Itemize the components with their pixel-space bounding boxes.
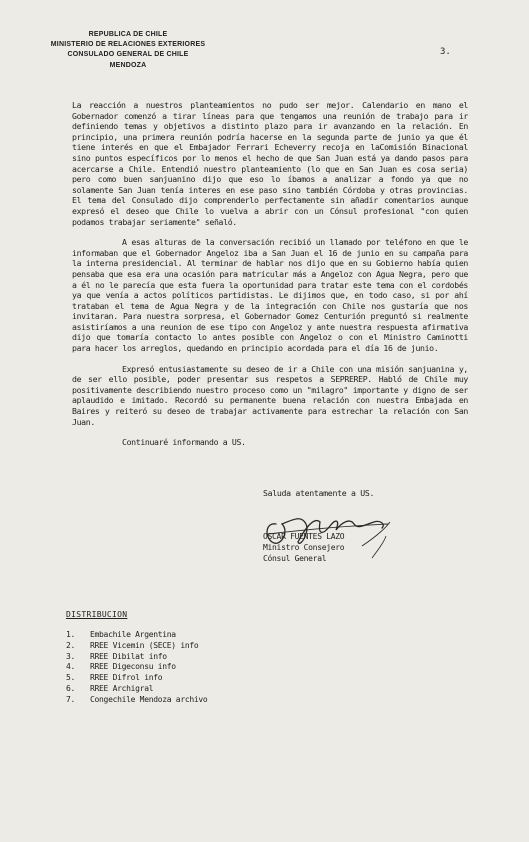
list-item — [66, 684, 207, 695]
letterhead-country: REPUBLICA DE CHILE — [88, 31, 168, 38]
list-item-number: 7. — [66, 694, 76, 704]
signatory-name: OSCAR FUENTES LAZO — [263, 532, 345, 541]
list-item — [66, 630, 207, 641]
list-item — [66, 695, 207, 706]
paragraph-reaction: La reacción a nuestros planteamientos no pudo ser mejor. Calendario en mano el Gobernador comenzó a tirar líneas para que tengamos una reunión de trabajo para ir definiendo temas y objetivos a distinto plazo para ir avanzando en la relación. En principio, una primera reunión podría hacerse en la segunda parte de junio ya que él tiene interés en que el Embajador Ferrari Echeverry recoja en laComisión Binacional sino puntos específicos por lo menos el hecho de que San Juan está ya dando pasos para acercarse a Chile. Entendió nuestro planteamiento (lo que en San Juan es cosa seria) pero como buen sanjuanino dijo que eso lo íbamos a analizar a fondo ya que no solamente San Juan tenía interes en ese paso sino también Córdoba y otras provincias. El tema del Consulado dijo comprenderlo perfectamente sin añadir comentarios aunque expresó el deseo que Chile lo vuelva a abrir con un Cónsul profesional "con quien podamos trabajar seriamente" señaló. — [72, 100, 468, 227]
letterhead-city: MENDOZA — [109, 61, 147, 69]
list-item-number: 2. — [66, 640, 76, 650]
signatory-subtitle: Cónsul General — [263, 553, 327, 563]
list-item-number: 3. — [66, 651, 76, 661]
distribution-list — [66, 630, 207, 706]
signatory-title: Ministro Consejero — [263, 542, 345, 552]
list-item-text: RREE Difrol info — [90, 673, 163, 683]
letter-body — [72, 100, 468, 458]
distribution-title: DISTRIBUCION — [66, 610, 128, 619]
letterhead-consulate: CONSULADO GENERAL DE CHILE — [67, 51, 189, 59]
list-item-number: 6. — [66, 683, 76, 693]
list-item — [66, 673, 207, 684]
letterhead-ministry: MINISTERIO DE RELACIONES EXTERIORES — [50, 41, 206, 49]
paragraph-continue: Continuaré informando a US. — [122, 437, 246, 448]
list-item-number: 5. — [66, 673, 76, 683]
list-item-text: RREE Dibilat info — [90, 651, 167, 661]
closing-salutation: Saluda atentamente a US. — [263, 488, 375, 498]
list-item-text: Embachile Argentina — [90, 630, 176, 639]
list-item — [66, 641, 207, 652]
paragraph-mission: Expresó entusiastamente su deseo de ir a Chile con una misión sanjuanina y, de ser ello posible, poder presentar sus respetos a SEPREREP. Habló de Chile muy positivamente describiendo nuestro proceso como un "milagro" importante y digno de ser aplaudido e imitado. Recordó su permanente buena relación con nuestra Embajada en Baires y reiteró su deseo de trabajar activamente para estrechar la relación con San Juan. — [72, 363, 468, 427]
list-item-text: RREE Archigral — [90, 683, 154, 693]
list-item — [66, 662, 207, 673]
paragraph-phone-call: A esas alturas de la conversación recibió un llamado por teléfono en que le informaban que el Gobernador Angeloz iba a San Juan el 16 de junio en su campaña para la interna presidencial. Al terminar de hablar nos dijo que en su Gobierno había quien pensaba que esa era una ocasión para matricular más a Angeloz con Agua Negra, pero que a él no le parecía que esta fuera la oportunidad para tratar este tema con el cordobés ya que venía a actos políticos partidistas. Le dijimos que, en todo caso, si por ahí trataban el tema de Agua Negra y de la integración con Chile nos gustaría que nos invitaran. Para nuestra sorpresa, el Gobernador Gomez Centurión preguntó si realmente asistiríamos a una reunion de ese tipo con Angeloz y ante nuestra respuesta afirmativa dijo que tomaría contacto lo antes posible con Angeloz o con el Ministro Caminotti para hacer los arreglos, quedando en principio acordada para el día 16 de junio. — [72, 237, 468, 354]
signatory-block — [263, 532, 344, 564]
list-item-text: RREE Vicemin (SECE) info — [90, 640, 199, 650]
list-item — [66, 652, 207, 663]
list-item-number: 4. — [66, 662, 76, 672]
list-item-number: 1. — [66, 630, 76, 639]
list-item-text: RREE Digeconsu info — [90, 662, 176, 672]
list-item-text: Congechile Mendoza archivo — [90, 694, 208, 704]
page-number: 3. — [440, 47, 451, 57]
letterhead — [28, 30, 228, 71]
